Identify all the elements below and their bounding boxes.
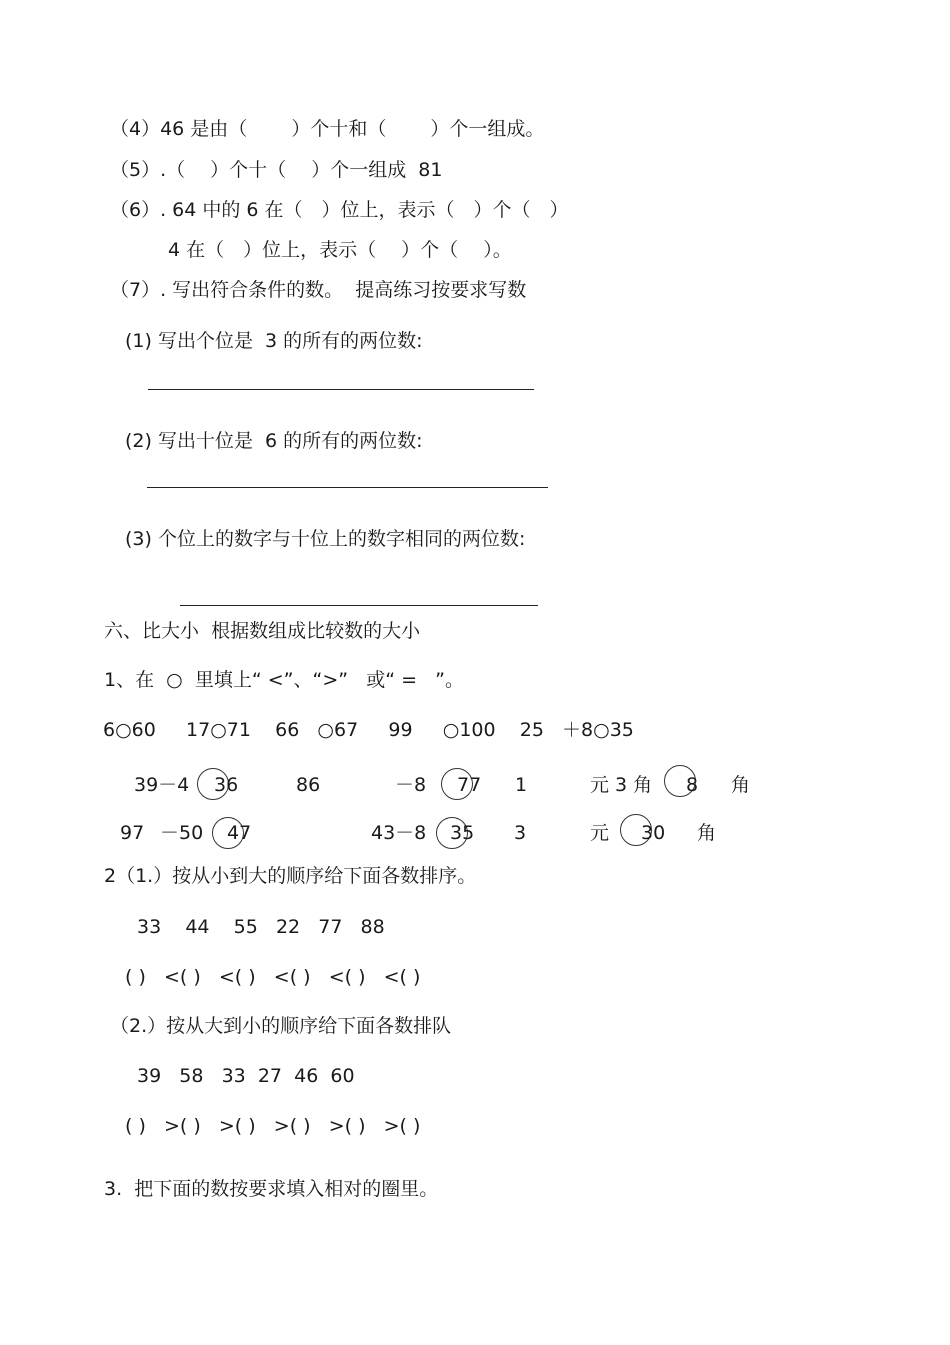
row2-expression-2: 86 (296, 774, 321, 796)
row2-expression-3b: 元 3 角 (590, 774, 653, 796)
row3-expression-2: 43－8 (371, 822, 427, 844)
row2-unit-3: 角 (731, 774, 751, 796)
row2-expression-1: 39－4 (134, 774, 190, 796)
row3-unit-3: 角 (697, 822, 717, 844)
section-6-question-2b: （2.）按从大到小的顺序给下面各数排队 (110, 1015, 452, 1037)
row3-expression-1b: －50 (160, 822, 204, 844)
question-5: （5）.（ ）个十（ ）个一组成 81 (110, 159, 443, 181)
row3-expression-1: 97 (120, 822, 145, 844)
row2-value-2: 77 (457, 774, 482, 796)
number-list-2: 39 58 33 27 46 60 (137, 1065, 355, 1087)
answer-line-3[interactable] (180, 605, 538, 606)
question-7-3: (3) 个位上的数字与十位上的数字相同的两位数: (125, 528, 526, 550)
section-6-question-2: 2（1.）按从小到大的顺序给下面各数排序。 (104, 865, 477, 887)
order-blanks-ascending[interactable]: ( ) <( ) <( ) <( ) <( ) <( ) (125, 966, 421, 988)
section-6-title: 六、比大小 根据数组成比较数的大小 (104, 620, 421, 642)
section-6-question-3: 3. 把下面的数按要求填入相对的圈里。 (104, 1178, 439, 1200)
question-7-2: (2) 写出十位是 6 的所有的两位数: (125, 430, 423, 452)
row2-value-1: 36 (214, 774, 239, 796)
compare-row-1: 6○60 17○71 66 ○67 99 ○100 25 ＋8○35 (103, 719, 634, 741)
row3-value-3: 30 (641, 822, 666, 844)
number-list-1: 33 44 55 22 77 88 (137, 916, 385, 938)
question-4: （4）46 是由（ ）个十和（ ）个一组成。 (110, 118, 545, 140)
question-6-line-1: （6）. 64 中的 6 在（ ）位上，表示（ ）个（ ） (110, 199, 569, 221)
question-7: （7）. 写出符合条件的数。 提高练习按要求写数 (110, 279, 527, 301)
question-6-line-2: 4 在（ ）位上，表示（ ）个（ ）。 (168, 239, 512, 261)
row3-expression-3b: 元 (590, 822, 610, 844)
order-blanks-descending[interactable]: ( ) >( ) >( ) >( ) >( ) >( ) (125, 1115, 421, 1137)
section-6-question-1: 1、在 ○ 里填上“ <”、“>” 或“ = ”。 (104, 669, 464, 691)
answer-line-2[interactable] (147, 487, 548, 488)
row2-expression-3: 1 (515, 774, 528, 796)
row2-value-3: 8 (686, 774, 699, 796)
row2-expression-2b: －8 (395, 774, 427, 796)
answer-line-1[interactable] (148, 389, 534, 390)
row3-expression-3: 3 (514, 822, 527, 844)
row3-value-1: 47 (227, 822, 252, 844)
row3-value-2: 35 (450, 822, 475, 844)
question-7-1: (1) 写出个位是 3 的所有的两位数: (125, 330, 423, 352)
